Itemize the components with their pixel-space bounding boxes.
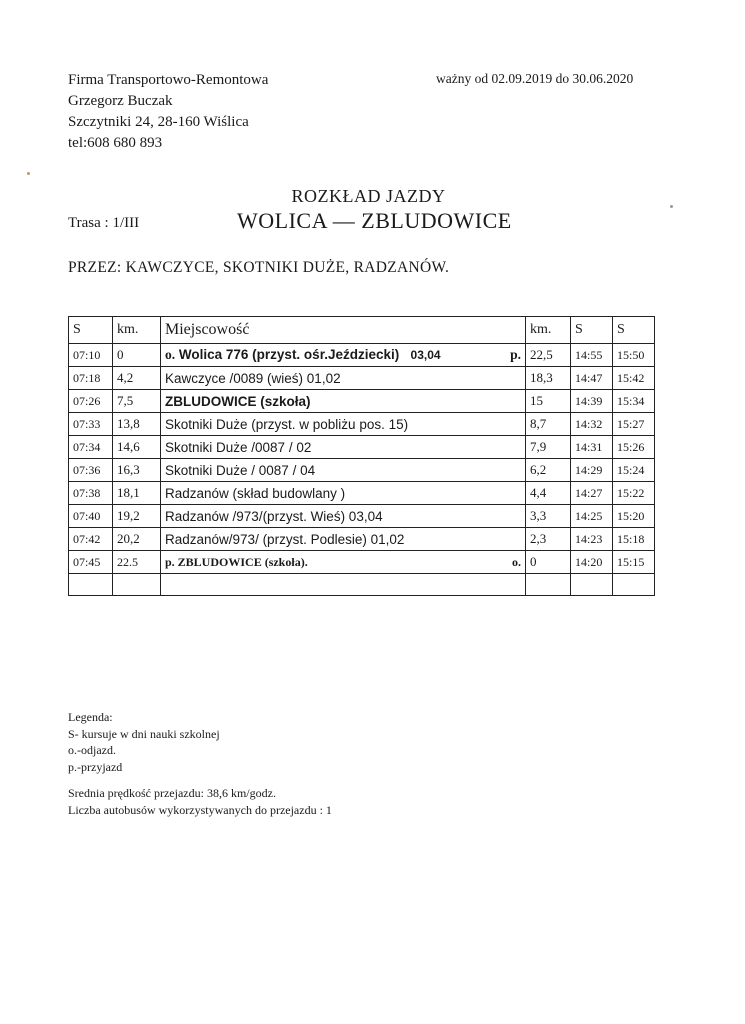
header-km-back: km. [526, 317, 571, 344]
table-row-empty [69, 574, 655, 596]
dep-time: 07:40 [69, 505, 113, 528]
dep-time: 07:26 [69, 390, 113, 413]
km-value: 14,6 [113, 436, 161, 459]
km-back-value: 4,4 [526, 482, 571, 505]
km-back-value: 3,3 [526, 505, 571, 528]
return-time-1: 14:47 [571, 367, 613, 390]
dep-time: 07:38 [69, 482, 113, 505]
stop-name: Wolica 776 (przyst. ośr.Jeździecki) [178, 347, 400, 362]
return-time-2: 15:24 [613, 459, 655, 482]
table-row [69, 482, 655, 505]
return-time-2: 15:20 [613, 505, 655, 528]
return-time-2: 15:22 [613, 482, 655, 505]
km-value: 0 [113, 344, 161, 367]
header-s-return-1: S [571, 317, 613, 344]
table-row [69, 344, 655, 367]
table-row [69, 528, 655, 551]
legend-title: Legenda: [68, 710, 113, 724]
stop-prefix: o. [165, 347, 176, 362]
km-value: 18,1 [113, 482, 161, 505]
legend [68, 709, 220, 775]
empty-cell [69, 574, 113, 596]
header-place-text: Miejscowość [165, 321, 250, 338]
return-time-1: 14:39 [571, 390, 613, 413]
stop-name: Kawczyce /0089 (wieś) 01,02 [161, 367, 526, 390]
return-time-1: 14:20 [571, 551, 613, 574]
header-place [161, 317, 526, 344]
bus-count: Liczba autobusów wykorzystywanych do przejazdu : 1 [68, 802, 332, 817]
scan-speck [27, 172, 30, 175]
scan-speck [670, 205, 673, 208]
empty-cell [526, 574, 571, 596]
place-cell [161, 344, 526, 367]
stop-days: 03,04 [410, 348, 441, 362]
return-time-1: 14:32 [571, 413, 613, 436]
document-title-text: ROZKŁAD JAZDY [291, 186, 446, 206]
via-stops: PRZEZ: KAWCZYCE, SKOTNIKI DUŻE, RADZANÓW. [68, 259, 450, 276]
dep-time: 07:10 [69, 344, 113, 367]
dep-time: 07:42 [69, 528, 113, 551]
km-back-value: 7,9 [526, 436, 571, 459]
km-value: 4,2 [113, 367, 161, 390]
return-time-1: 14:27 [571, 482, 613, 505]
stop-name: Radzanów/973/ (przyst. Podlesie) 01,02 [161, 528, 526, 551]
stop-name: p. ZBLUDOWICE (szkoła). [165, 554, 308, 569]
header-s-departure: S [69, 317, 113, 344]
route-stats [68, 785, 332, 818]
table-row [69, 390, 655, 413]
stop-name: Radzanów (skład budowlany ) [161, 482, 526, 505]
return-time-1: 14:29 [571, 459, 613, 482]
km-back-value: 8,7 [526, 413, 571, 436]
stop-name: Skotniki Duże / 0087 / 04 [161, 459, 526, 482]
dep-time: 07:33 [69, 413, 113, 436]
company-owner: Grzegorz Buczak [68, 93, 173, 109]
table-row [69, 551, 655, 574]
table-row [69, 413, 655, 436]
km-value: 22.5 [113, 551, 161, 574]
legend-p: p.-przyjazd [68, 759, 123, 774]
table-row [69, 367, 655, 390]
stop-suffix: o. [512, 554, 521, 569]
stop-suffix: p. [510, 347, 521, 362]
km-back-value: 0 [526, 551, 571, 574]
return-time-1: 14:23 [571, 528, 613, 551]
km-value: 13,8 [113, 413, 161, 436]
return-time-2: 15:50 [613, 344, 655, 367]
return-time-2: 15:15 [613, 551, 655, 574]
km-back-value: 6,2 [526, 459, 571, 482]
km-value: 7,5 [113, 390, 161, 413]
dep-time: 07:36 [69, 459, 113, 482]
route-label: Trasa : 1/III [68, 215, 140, 231]
return-time-2: 15:26 [613, 436, 655, 459]
km-value: 16,3 [113, 459, 161, 482]
table-row [69, 505, 655, 528]
legend-s: S- kursuje w dni nauki szkolnej [68, 726, 220, 741]
legend-o: o.-odjazd. [68, 743, 116, 757]
dep-time: 07:18 [69, 367, 113, 390]
km-value: 20,2 [113, 528, 161, 551]
table-row [69, 459, 655, 482]
validity-period: ważny od 02.09.2019 do 30.06.2020 [436, 71, 634, 86]
empty-cell [161, 574, 526, 596]
header-s-return-2: S [613, 317, 655, 344]
empty-cell [571, 574, 613, 596]
stop-name: Skotniki Duże /0087 / 02 [161, 436, 526, 459]
km-back-value: 22,5 [526, 344, 571, 367]
table-header-row [69, 317, 655, 344]
return-time-2: 15:18 [613, 528, 655, 551]
dep-time: 07:45 [69, 551, 113, 574]
place-cell [161, 551, 526, 574]
timetable-table [68, 316, 655, 596]
km-back-value: 18,3 [526, 367, 571, 390]
company-address: Szczytniki 24, 28-160 Wiślica [68, 114, 249, 130]
document-title [0, 186, 745, 207]
stop-name: Radzanów /973/(przyst. Wieś) 03,04 [161, 505, 526, 528]
route-name: WOLICA — ZBLUDOWICE [237, 208, 512, 233]
company-info [68, 70, 268, 154]
dep-time: 07:34 [69, 436, 113, 459]
return-time-1: 14:55 [571, 344, 613, 367]
return-time-2: 15:27 [613, 413, 655, 436]
km-back-value: 2,3 [526, 528, 571, 551]
km-back-value: 15 [526, 390, 571, 413]
empty-cell [113, 574, 161, 596]
table-row [69, 436, 655, 459]
return-time-2: 15:42 [613, 367, 655, 390]
stop-name: ZBLUDOWICE (szkoła) [161, 390, 526, 413]
header-km: km. [113, 317, 161, 344]
return-time-2: 15:34 [613, 390, 655, 413]
average-speed: Srednia prędkość przejazdu: 38,6 km/godz. [68, 786, 276, 800]
company-phone: tel:608 680 893 [68, 135, 163, 151]
company-name: Firma Transportowo-Remontowa [68, 72, 269, 88]
return-time-1: 14:25 [571, 505, 613, 528]
empty-cell [613, 574, 655, 596]
km-value: 19,2 [113, 505, 161, 528]
return-time-1: 14:31 [571, 436, 613, 459]
stop-name: Skotniki Duże (przyst. w pobliżu pos. 15) [161, 413, 526, 436]
